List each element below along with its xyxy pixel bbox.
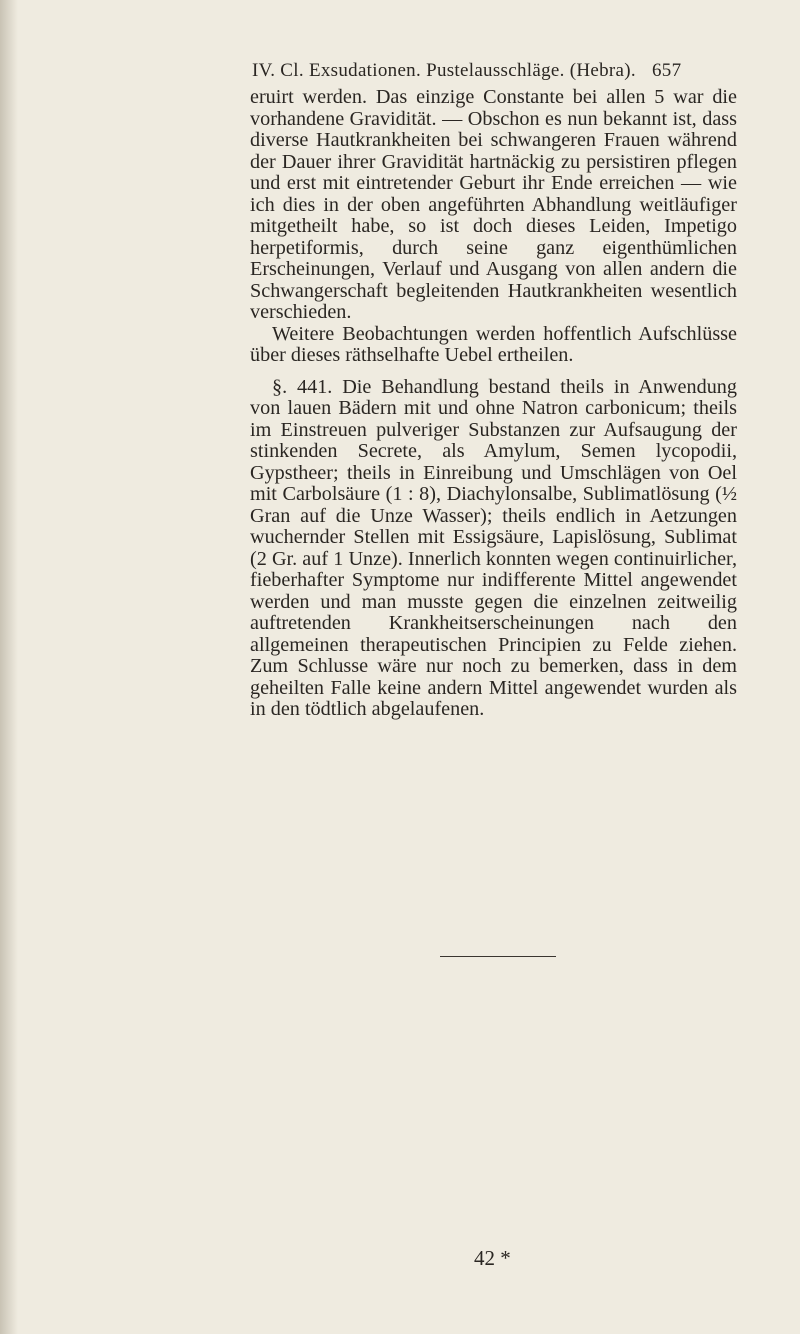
body-text	[250, 87, 737, 721]
paragraph-observations: Weitere Beobachtungen werden hoffentlich Aufschlüsse über dieses räthselhafte Uebel ertheilen.	[250, 322, 737, 366]
paragraph-gravidity: eruirt werden. Das einzige Constante bei allen 5 war die vorhandene Gravidität. — Obschon es nun bekannt ist, dass diverse Hautkrankheiten bei schwangeren Frauen während der Dauer ihrer Gravidität hartnäckig zu persistiren pflegen und erst mit eintretender Geburt ihr Ende erreichen — wie ich dies in der oben angeführten Abhandlung weitläufiger mitgetheilt habe, so ist doch dieses Leiden, Impetigo herpetiformis, durch seine ganz eigenthümlichen Erscheinungen, Verlauf und Ausgang von allen andern die Schwangerschaft begleitenden Hautkrankheiten wesentlich verschieden.	[250, 86, 737, 323]
signature-mark: 42 *	[474, 1246, 511, 1270]
page-gutter-shadow	[0, 0, 18, 1334]
section-divider	[440, 956, 556, 957]
running-title: IV. Cl. Exsudationen. Pustelausschläge. (Hebra).	[252, 60, 636, 81]
paragraph-treatment: §. 441. Die Behandlung bestand theils in Anwendung von lauen Bädern mit und ohne Natron carbonicum; theils im Einstreuen pulveriger Substanzen zur Aufsaugung der stinkenden Secrete, als Amylum, Semen lycopodii, Gypstheer; theils in Einreibung und Umschlägen von Oel mit Carbolsäure (1 : 8), Diachylonsalbe, Sublimatlösung (½ Gran auf die Unze Wasser); theils endlich in Aetzungen wuchernder Stellen mit Essigsäure, Lapislösung, Sublimat (2 Gr. auf 1 Unze). Innerlich konnten wegen continuirlicher, fieberhafter Symptome nur indifferente Mittel angewendet werden und man musste gegen die einzelnen zeitweilig auftretenden Krankheitserscheinungen nach den allgemeinen therapeutischen Principien zu Felde ziehen. Zum Schlusse wäre nur noch zu bemerken, dass in dem geheilten Falle keine andern Mittel angewendet wurden als in den tödtlich abgelaufenen.	[250, 375, 737, 720]
page-number: 657	[652, 60, 682, 81]
